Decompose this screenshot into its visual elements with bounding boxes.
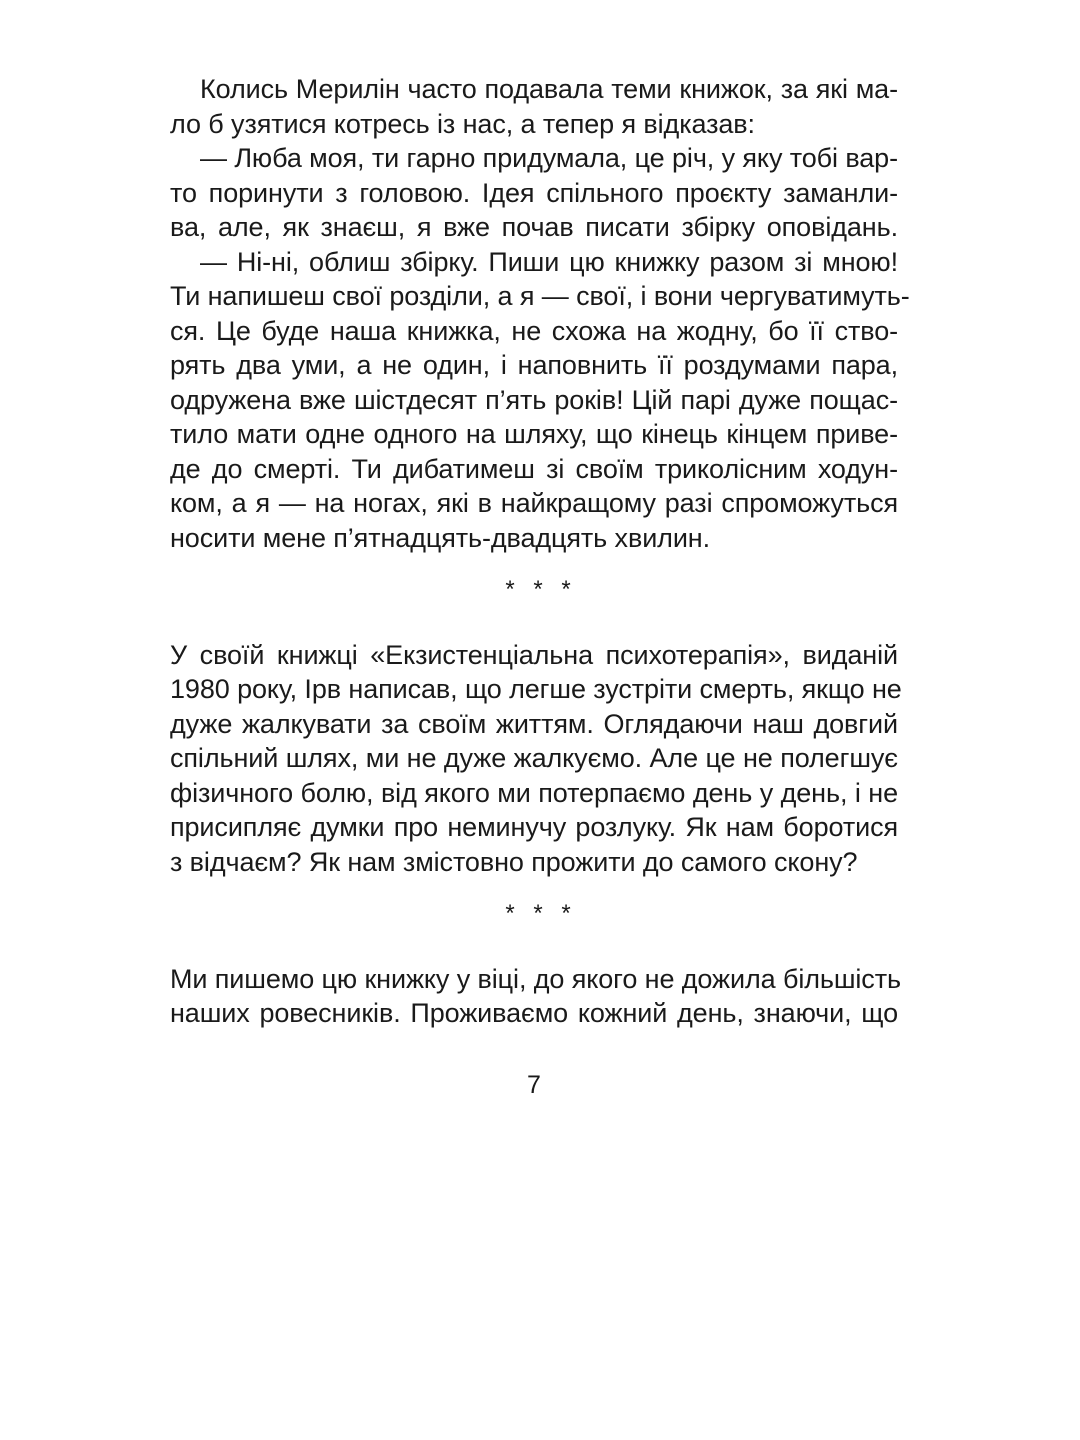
section-separator: * * * — [505, 900, 577, 927]
text-line: наших ровесників. Проживаємо кожний день, знаючи, що — [170, 998, 898, 1028]
text-line: одружена вже шістдесят п’ять років! Цій парі дуже пощас- — [170, 384, 898, 415]
paragraph — [170, 245, 910, 556]
paragraph — [170, 962, 901, 1031]
text-line: з відчаєм? Як нам змістовно прожити до самого скону? — [170, 846, 858, 877]
text-line: Колись Мерилін часто подавала теми книжок, за які ма- — [200, 74, 898, 104]
text-line: носити мене п’ятнадцять-двадцять хвилин. — [170, 522, 711, 553]
text-line: ло б узятися котресь із нас, а тепер я відказав: — [170, 108, 755, 139]
text-line: ся. Це буде наша книжка, не схожа на жодну, бо її ство- — [170, 315, 898, 346]
text-line: Ти напишеш свої розділи, а я — свої, і вони чергуватимуть- — [170, 281, 910, 311]
text-line: дуже жалкувати за своїм життям. Оглядаючи наш довгий — [170, 708, 898, 739]
text-line: спільний шлях, ми не дуже жалкуємо. Але це не полегшує — [170, 743, 898, 773]
text-line: У своїй книжці «Екзистенціальна психотерапія», виданій — [170, 639, 898, 670]
text-line: 1980 року, Ірв написав, що легше зустріти смерть, якщо не — [170, 674, 902, 704]
text-line: тило мати одне одного на шляху, що кінець кінцем приве- — [170, 419, 898, 449]
section-separator: * * * — [505, 576, 577, 603]
text-line: — Люба моя, ти гарно придумала, це річ, у яку тобі вар- — [200, 143, 898, 173]
text-line: — Ні-ні, облиш збірку. Пиши цю книжку разом зі мною! — [200, 246, 898, 277]
text-line: рять два уми, а не один, і наповнить її роздумами пара, — [170, 350, 898, 380]
page-number: 7 — [527, 1071, 541, 1099]
page-body — [170, 72, 910, 1031]
text-line: Ми пишемо цю книжку у віці, до якого не дожила більшість — [170, 963, 901, 994]
text-line: то поринути з головою. Ідея спільного проєкту заманли- — [170, 177, 898, 208]
paragraph — [170, 638, 902, 880]
text-line: присипляє думки про неминучу розлуку. Як нам боротися — [170, 812, 898, 842]
text-line: де до смерті. Ти дибатимеш зі своїм триколісним ходун- — [170, 453, 898, 484]
paragraph — [170, 72, 898, 141]
text-line: фізичного болю, від якого ми потерпаємо день у день, і не — [170, 777, 898, 808]
text-line: ком, а я — на ногах, які в найкращому разі спроможуться — [170, 488, 898, 518]
text-line: ва, але, як знаєш, я вже почав писати збірку оповідань. — [170, 212, 898, 242]
paragraph — [170, 141, 898, 245]
